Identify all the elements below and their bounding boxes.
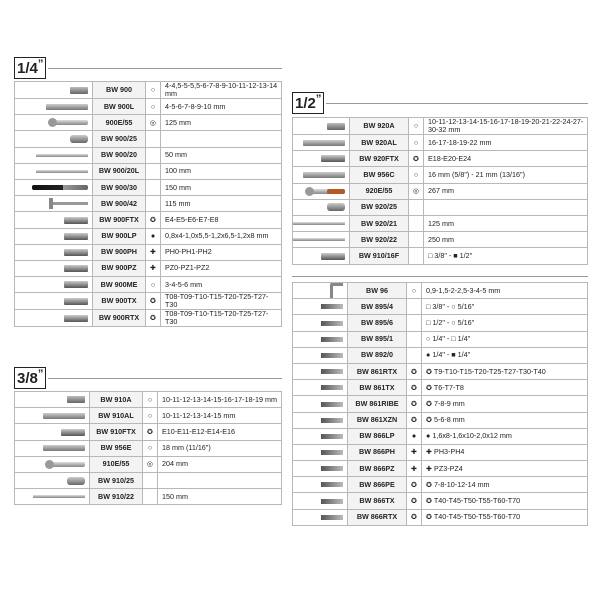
bar-tool-icon (293, 238, 345, 241)
product-code: 900E/55 (93, 115, 146, 131)
profile-symbol-icon (143, 489, 158, 505)
table-row (15, 228, 282, 244)
bit2-tool-icon (321, 321, 343, 326)
table-row (293, 167, 588, 183)
tool-image-cell (293, 363, 348, 379)
profile-symbol-icon (143, 472, 158, 488)
bit2-tool-icon (321, 418, 343, 423)
product-code: BW 920A (350, 118, 409, 135)
tool-image-cell (293, 232, 350, 248)
table-row (293, 183, 588, 199)
profile-symbol-icon: ✪ (146, 293, 161, 310)
bit-tool-icon (64, 233, 88, 240)
sockL-tool-icon (43, 413, 85, 419)
profile-symbol-icon (146, 163, 161, 179)
size-description: 115 mm (161, 196, 282, 212)
profile-symbol-icon (146, 131, 161, 147)
table-row (293, 331, 588, 347)
bit-tool-icon (321, 155, 345, 162)
bit-tool-icon (64, 217, 88, 224)
table-row (293, 151, 588, 167)
bit2-tool-icon (321, 304, 343, 309)
table-row (15, 212, 282, 228)
table-row (293, 444, 588, 460)
size-description: 50 mm (161, 147, 282, 163)
profile-symbol-icon: ✪ (407, 396, 422, 412)
product-code: BW 900ME (93, 277, 146, 293)
tool-image-cell (293, 215, 350, 231)
table-row (293, 248, 588, 264)
profile-symbol-icon: ✪ (409, 151, 424, 167)
profile-symbol-icon (409, 232, 424, 248)
size-description: ✪ 7-8-10-12-14 mm (422, 477, 588, 493)
product-code: BW 900TX (93, 293, 146, 310)
tool-image-cell (15, 244, 93, 260)
profile-symbol-icon: ✚ (146, 244, 161, 260)
ratchet-tool-icon (54, 120, 88, 125)
table-row (15, 310, 282, 327)
product-code: BW 861TX (348, 380, 407, 396)
profile-symbol-icon: ○ (409, 118, 424, 135)
product-code: BW 866PH (348, 444, 407, 460)
tool-image-cell (293, 380, 348, 396)
size-description: 150 mm (158, 489, 282, 505)
product-code: BW 910FTX (90, 424, 143, 440)
table-row (15, 277, 282, 293)
ujoint-tool-icon (67, 477, 85, 485)
profile-symbol-icon (146, 147, 161, 163)
tool-image-cell (293, 118, 350, 135)
tool-image-cell (293, 509, 348, 525)
table-row (15, 82, 282, 99)
bit-tool-icon (64, 281, 88, 288)
product-code: BW 900 (93, 82, 146, 99)
product-code: BW 920/21 (350, 215, 409, 231)
ujoint-tool-icon (327, 203, 345, 211)
product-code: BW 900L (93, 99, 146, 115)
tool-image-cell (15, 163, 93, 179)
table-row (15, 196, 282, 212)
table-row (293, 299, 588, 315)
size-description: 4-4,5-5-5,5-6-7-8-9-10-11-12-13-14 mm (161, 82, 282, 99)
size-description: 0,8x4-1,0x5,5-1,2x6,5-1,2x8 mm (161, 228, 282, 244)
size-description: 125 mm (161, 115, 282, 131)
profile-symbol-icon (407, 331, 422, 347)
product-code: BW 900/30 (93, 179, 146, 195)
profile-symbol-icon: ○ (407, 283, 422, 299)
product-code: BW 900/20 (93, 147, 146, 163)
profile-symbol-icon: ✪ (146, 310, 161, 327)
size-description: ✪ 7-8-9 mm (422, 396, 588, 412)
ujoint-tool-icon (70, 135, 88, 143)
product-code: BW 892/0 (348, 347, 407, 363)
bar-tool-icon (293, 222, 345, 225)
size-description: □ 1/2" - ○ 5/16" (422, 315, 588, 331)
product-code: BW 866LP (348, 428, 407, 444)
bit2-tool-icon (321, 515, 343, 520)
size-description: ✚ PH3-PH4 (422, 444, 588, 460)
size-description: ✪ 5-6-8 mm (422, 412, 588, 428)
table-row (15, 456, 282, 472)
product-code: BW 910/16F (350, 248, 409, 264)
section-divider (326, 103, 588, 104)
tool-image-cell (15, 147, 93, 163)
product-code: BW 920/22 (350, 232, 409, 248)
tool-image-cell (15, 472, 90, 488)
tool-image-cell (293, 167, 350, 183)
tool-image-cell (293, 412, 348, 428)
profile-symbol-icon: ● (146, 228, 161, 244)
product-code: BW 895/1 (348, 331, 407, 347)
size-description: E18-E20-E24 (424, 151, 588, 167)
tool-image-cell (15, 179, 93, 195)
tool-image-cell (15, 408, 90, 424)
size-description: 100 mm (161, 163, 282, 179)
table-row (15, 244, 282, 260)
bit2-tool-icon (321, 337, 343, 342)
ratchetO-tool-icon (311, 189, 345, 194)
size-description: 10-11-12-13-14-15-16-17-18-19-20-21-22-24-27-30-32 mm (424, 118, 588, 135)
product-code: 920E/55 (350, 183, 409, 199)
profile-symbol-icon (407, 299, 422, 315)
profile-symbol-icon (409, 199, 424, 215)
product-code: BW 900LP (93, 228, 146, 244)
half-inch-table (292, 117, 588, 265)
product-code: BW 895/6 (348, 315, 407, 331)
profile-symbol-icon: ✚ (407, 461, 422, 477)
product-code: BW 910AL (90, 408, 143, 424)
table-row (293, 396, 588, 412)
size-description (161, 131, 282, 147)
tool-image-cell (15, 260, 93, 276)
table-row (293, 315, 588, 331)
table-row (293, 412, 588, 428)
section-three-eighths-header (14, 367, 282, 389)
bit-tool-icon (321, 253, 345, 260)
size-description: 267 mm (424, 183, 588, 199)
bit2-tool-icon (321, 466, 343, 471)
tool-image-cell (293, 315, 348, 331)
size-description: ✪ T6-T7-T8 (422, 380, 588, 396)
tool-image-cell (15, 392, 90, 408)
ratchet-tool-icon (51, 462, 85, 467)
size-description: 10-11-12-13-14-15 mm (158, 408, 282, 424)
size-description: ✪ T9-T10-T15-T20-T25-T27-T30-T40 (422, 363, 588, 379)
sock-tool-icon (70, 87, 88, 94)
drive-size-badge: 1/4” (14, 57, 46, 79)
product-code: BW 956E (90, 440, 143, 456)
profile-symbol-icon: ✪ (146, 212, 161, 228)
tool-image-cell (15, 99, 93, 115)
table-row (15, 163, 282, 179)
size-description: ● 1/4" - ■ 1/4" (422, 347, 588, 363)
product-code: BW 900FTX (93, 212, 146, 228)
profile-symbol-icon: ○ (146, 82, 161, 99)
bit-tool-icon (64, 315, 88, 322)
tool-image-cell (293, 444, 348, 460)
table-row (293, 493, 588, 509)
tool-image-cell (15, 489, 90, 505)
size-description: 18 mm (11/16") (158, 440, 282, 456)
profile-symbol-icon: ✪ (407, 477, 422, 493)
profile-symbol-icon: ◎ (143, 456, 158, 472)
profile-symbol-icon: ✪ (407, 363, 422, 379)
size-description: PZ0-PZ1-PZ2 (161, 260, 282, 276)
section-divider (292, 276, 588, 277)
product-code: BW 956C (350, 167, 409, 183)
product-code: BW 866PE (348, 477, 407, 493)
table-row (293, 347, 588, 363)
size-description: ✪ T40-T45-T50-T55-T60-T70 (422, 493, 588, 509)
table-row (15, 131, 282, 147)
tool-image-cell (15, 310, 93, 327)
profile-symbol-icon: ✚ (146, 260, 161, 276)
profile-symbol-icon: ○ (143, 392, 158, 408)
section-half-inch-header (292, 92, 588, 114)
product-code: BW 96 (348, 283, 407, 299)
table-row (293, 363, 588, 379)
size-description: E4-E5-E6-E7-E8 (161, 212, 282, 228)
bit-tool-icon (64, 249, 88, 256)
tool-image-cell (293, 283, 348, 299)
profile-symbol-icon (409, 248, 424, 264)
quarter-inch-table (14, 81, 282, 327)
profile-symbol-icon: ○ (146, 99, 161, 115)
table-row (15, 99, 282, 115)
drive-size-badge: 3/8” (14, 367, 46, 389)
tool-image-cell (15, 196, 93, 212)
size-description: 0,9-1,5-2-2,5-3-4-5 mm (422, 283, 588, 299)
section-divider (48, 378, 282, 379)
profile-symbol-icon (409, 215, 424, 231)
product-code: BW 866RTX (348, 509, 407, 525)
sock-tool-icon (327, 123, 345, 130)
table-row (293, 428, 588, 444)
sockL-tool-icon (43, 445, 85, 451)
profile-symbol-icon (407, 347, 422, 363)
tool-image-cell (15, 424, 90, 440)
tool-image-cell (15, 440, 90, 456)
bit2-tool-icon (321, 482, 343, 487)
sockL-tool-icon (46, 104, 88, 110)
bit-tool-icon (61, 429, 85, 436)
profile-symbol-icon: ○ (409, 135, 424, 151)
profile-symbol-icon: ✚ (407, 444, 422, 460)
size-description: T08-T09-T10-T15-T20-T25-T27-T30 (161, 293, 282, 310)
size-description: □ 3/8" - ○ 5/16" (422, 299, 588, 315)
tool-image-cell (293, 331, 348, 347)
table-row (15, 147, 282, 163)
tool-image-cell (15, 456, 90, 472)
tool-image-cell (15, 115, 93, 131)
profile-symbol-icon: ✪ (407, 493, 422, 509)
profile-symbol-icon: ● (407, 428, 422, 444)
size-description: 16-17-18-19-22 mm (424, 135, 588, 151)
tool-image-cell (15, 277, 93, 293)
section-divider (48, 68, 282, 69)
table-row (15, 489, 282, 505)
size-description: 4-5-6-7-8-9-10 mm (161, 99, 282, 115)
product-code: BW 900/25 (93, 131, 146, 147)
size-description: ✪ T40-T45-T50-T55-T60-T70 (422, 509, 588, 525)
size-description: 16 mm (5/8") - 21 mm (13/16") (424, 167, 588, 183)
tool-image-cell (293, 428, 348, 444)
profile-symbol-icon: ◎ (409, 183, 424, 199)
product-code: BW 900PZ (93, 260, 146, 276)
bit2-tool-icon (321, 499, 343, 504)
product-code: BW 900RTX (93, 310, 146, 327)
section-quarter-inch-header (14, 57, 282, 79)
table-row (293, 118, 588, 135)
product-code: BW 910/22 (90, 489, 143, 505)
size-description: E10-E11-E12-E14-E16 (158, 424, 282, 440)
table-row (15, 115, 282, 131)
tool-image-cell (293, 183, 350, 199)
product-code: BW 920AL (350, 135, 409, 151)
profile-symbol-icon: ✪ (143, 424, 158, 440)
tool-image-cell (293, 493, 348, 509)
size-description: PH0-PH1-PH2 (161, 244, 282, 260)
bar-tool-icon (36, 170, 88, 173)
size-description: 10-11-12-13-14-15-16-17-18-19 mm (158, 392, 282, 408)
bit2-tool-icon (321, 369, 343, 374)
profile-symbol-icon: ○ (146, 277, 161, 293)
bar-tool-icon (36, 154, 88, 157)
table-row (15, 440, 282, 456)
bar-tool-icon (33, 495, 85, 498)
tool-image-cell (15, 131, 93, 147)
product-code: BW 861XZN (348, 412, 407, 428)
table-row (293, 283, 588, 299)
product-code: BW 866TX (348, 493, 407, 509)
size-description: 250 mm (424, 232, 588, 248)
table-row (293, 135, 588, 151)
profile-symbol-icon: ✪ (407, 412, 422, 428)
bit-tool-icon (64, 265, 88, 272)
table-row (15, 293, 282, 310)
profile-symbol-icon: ◎ (146, 115, 161, 131)
tool-image-cell (293, 347, 348, 363)
product-code: BW 920/25 (350, 199, 409, 215)
tee-tool-icon (52, 202, 88, 205)
hex-tool-icon (330, 283, 343, 298)
tool-image-cell (293, 151, 350, 167)
drive-size-badge: 1/2” (292, 92, 324, 114)
tool-image-cell (293, 477, 348, 493)
size-description: □ 3/8" - ■ 1/2" (424, 248, 588, 264)
profile-symbol-icon: ○ (143, 408, 158, 424)
product-code: BW 900PH (93, 244, 146, 260)
bit2-tool-icon (321, 434, 343, 439)
table-row (15, 424, 282, 440)
three-eighths-table (14, 391, 282, 505)
product-code: BW 920FTX (350, 151, 409, 167)
product-code: BW 895/4 (348, 299, 407, 315)
product-code: BW 861RTX (348, 363, 407, 379)
table-row (293, 199, 588, 215)
tool-image-cell (15, 82, 93, 99)
table-row (293, 477, 588, 493)
table-row (293, 232, 588, 248)
tool-image-cell (293, 461, 348, 477)
profile-symbol-icon (146, 179, 161, 195)
tool-image-cell (15, 293, 93, 310)
profile-symbol-icon: ✪ (407, 380, 422, 396)
profile-symbol-icon: ✪ (407, 509, 422, 525)
screw-tool-icon (32, 185, 88, 190)
tool-image-cell (15, 228, 93, 244)
size-description: 3-4-5-6 mm (161, 277, 282, 293)
profile-symbol-icon: ○ (409, 167, 424, 183)
sockL-tool-icon (303, 140, 345, 146)
product-code: BW 900/20L (93, 163, 146, 179)
bit-tool-icon (64, 298, 88, 305)
size-description: ● 1,6x8-1,6x10-2,0x12 mm (422, 428, 588, 444)
size-description: ○ 1/4" - □ 1/4" (422, 331, 588, 347)
profile-symbol-icon: ○ (143, 440, 158, 456)
table-row (293, 380, 588, 396)
bit2-tool-icon (321, 402, 343, 407)
sock-tool-icon (67, 396, 85, 403)
tool-image-cell (293, 396, 348, 412)
bit2-tool-icon (321, 353, 343, 358)
tool-image-cell (293, 199, 350, 215)
bit2-tool-icon (321, 385, 343, 390)
size-description: T08-T09-T10-T15-T20-T25-T27-T30 (161, 310, 282, 327)
table-row (15, 179, 282, 195)
tool-image-cell (293, 299, 348, 315)
size-description (424, 199, 588, 215)
size-description: 125 mm (424, 215, 588, 231)
bits-table (292, 282, 588, 526)
table-row (293, 461, 588, 477)
product-code: BW 910/25 (90, 472, 143, 488)
table-row (15, 408, 282, 424)
sockL-tool-icon (303, 172, 345, 178)
table-row (15, 472, 282, 488)
profile-symbol-icon (407, 315, 422, 331)
size-description: ✚ PZ3-PZ4 (422, 461, 588, 477)
size-description: 204 mm (158, 456, 282, 472)
product-code: BW 900/42 (93, 196, 146, 212)
product-code: 910E/55 (90, 456, 143, 472)
size-description (158, 472, 282, 488)
table-row (293, 509, 588, 525)
tool-image-cell (15, 212, 93, 228)
table-row (293, 215, 588, 231)
size-description: 150 mm (161, 179, 282, 195)
table-row (15, 392, 282, 408)
profile-symbol-icon (146, 196, 161, 212)
tool-image-cell (293, 135, 350, 151)
product-code: BW 861RIBE (348, 396, 407, 412)
product-code: BW 910A (90, 392, 143, 408)
bit2-tool-icon (321, 450, 343, 455)
product-code: BW 866PZ (348, 461, 407, 477)
tool-image-cell (293, 248, 350, 264)
table-row (15, 260, 282, 276)
